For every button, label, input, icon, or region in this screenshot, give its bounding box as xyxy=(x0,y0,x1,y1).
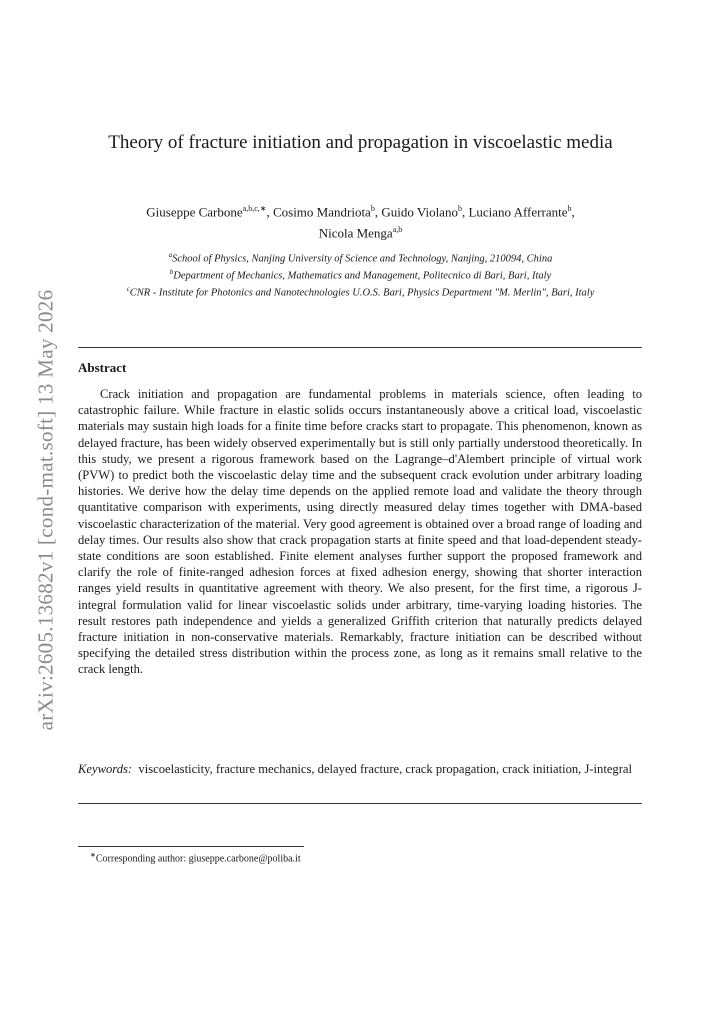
affiliation-item: $^a$School of Physics, Nanjing University of Science and Technology, Nanjing, 210094, China xyxy=(168,251,553,265)
affiliation-list xyxy=(100,249,621,300)
author-affiliation-mark: a,b xyxy=(392,225,403,235)
footnote-divider xyxy=(78,846,304,847)
footnote-mark: ∗ xyxy=(90,851,96,859)
abstract-top-divider xyxy=(78,347,642,348)
paper-title: Theory of fracture initiation and propagation in viscoelastic media xyxy=(108,132,613,153)
author-affiliation-mark: b xyxy=(567,204,572,213)
author-affiliation-mark: b xyxy=(370,204,375,213)
author-name: Giuseppe Carbone xyxy=(146,204,243,220)
keywords-label: Keywords: xyxy=(78,762,133,776)
author-affiliation-mark: b xyxy=(457,204,462,213)
keywords-line xyxy=(78,761,642,777)
author-name: Luciano Afferrante xyxy=(468,204,568,220)
author-list: Giuseppe Carbone$^{a,b,c,∗}$, Cosimo Mandriota$^b$, Guido Violano$^b$, Luciano Afferrante$^b$, Nicola Menga$^{a,b}$ xyxy=(146,204,575,241)
author-name: Guido Violano xyxy=(381,204,458,220)
abstract-body: Crack initiation and propagation are fundamental problems in materials science, often leading to catastrophic failure. While fracture in elastic solids occurs instantaneously above a critical load, viscoelastic materials may sustain high loads for a finite time before cracks start to propagate. This phenomenon, known as delayed fracture, has been widely observed experimentally but is still only partially understood theoretically. In this study, we present a rigorous framework based on the Lagrange–d'Alembert principle of virtual work (PVW) to predict both the viscoelastic delay time and the subsequent crack evolution under arbitrary loading histories. We derive how the delay time depends on the applied remote load and validate the theory through quantitative comparison with experiments, using directly measured delay times together with DMA-based viscoelastic characterization of the material. Very good agreement is obtained over a broad range of loading and delay times. Our results also show that crack propagation starts at finite speed and that load-dependent steady-state conditions are soon established. Finite element analyses further support the proposed framework and clarify the role of finite-ranged adhesion forces at fixed adhesion energy, showing that shorter interaction ranges yield results in quantitative agreement with theory. We also present, for the first time, a rigorous J-integral formulation valid for linear viscoelastic solids under arbitrary, time-varying loading histories. The result restores path independence and yields a generalized Griffith criterion that naturally predicts delayed fracture initiation in non-conservative materials. Remarkably, fracture initiation can be described without specifying the detailed stress distribution within the process zone, as long as it remains small relative to the crack length. xyxy=(78,387,642,677)
arxiv-identifier-stamp: arXiv:2605.13682v1 [cond-mat.soft] 13 May 2026 xyxy=(33,289,58,731)
corresponding-author-footnote xyxy=(90,851,301,864)
abstract-bottom-divider xyxy=(78,803,642,804)
author-name: Nicola Menga xyxy=(318,225,393,241)
author-affiliation-mark: a,b,c,∗ xyxy=(242,204,267,213)
affiliation-item: $^c$CNR - Institute for Photonics and Nanotechnologies U.O.S. Bari, Physics Department "M. Merlin", Bari, Italy xyxy=(126,285,595,299)
abstract-heading: Abstract xyxy=(78,360,127,375)
footnote-text: Corresponding author: giuseppe.carbone@poliba.it xyxy=(95,853,301,865)
keywords-text: viscoelasticity, fracture mechanics, delayed fracture, crack propagation, crack initiation, J-integral xyxy=(138,762,633,776)
affiliation-item: $^b$Department of Mechanics, Mathematics and Management, Politecnico di Bari, Bari, Italy xyxy=(169,268,552,282)
author-name: Cosimo Mandriota xyxy=(272,204,371,220)
